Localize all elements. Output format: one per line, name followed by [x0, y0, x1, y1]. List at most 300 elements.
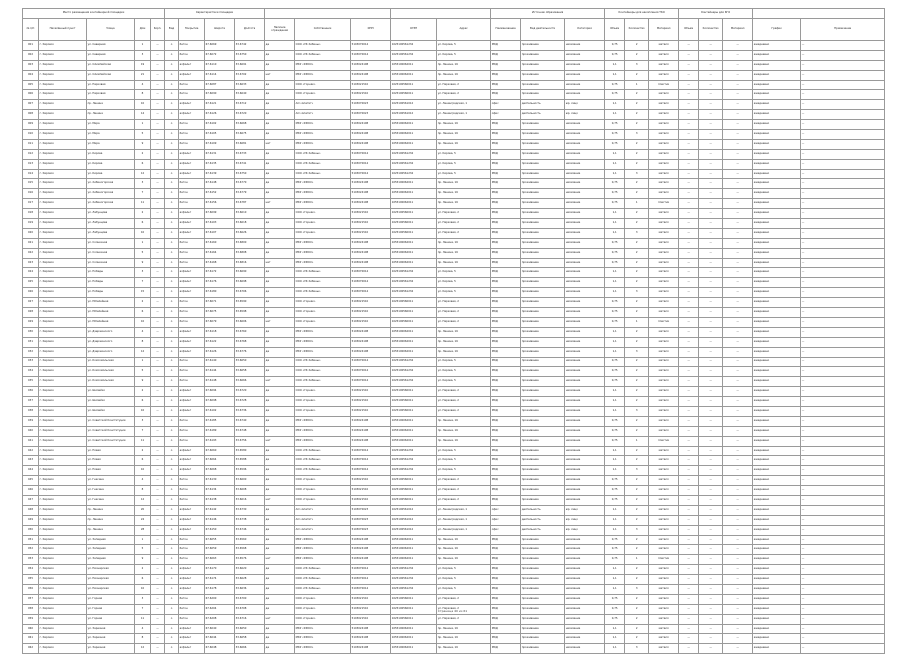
table-cell: ул. Кирова, 5 [437, 575, 491, 585]
table-cell: 015 [23, 179, 39, 189]
table-cell: 5103024108 [351, 248, 391, 258]
table-cell: — [679, 110, 699, 120]
table-cell: ул. Парковая, 2 [437, 604, 491, 614]
table-cell: 10 [135, 317, 151, 327]
table-cell: ООО «Горняк» [295, 397, 351, 407]
table-cell: — [679, 555, 699, 565]
table-cell: — [151, 387, 165, 397]
table-cell: 057 [23, 594, 39, 604]
table-cell: ежедневно [753, 495, 801, 505]
table-cell: население [565, 70, 605, 80]
table-cell: ежедневно [753, 50, 801, 60]
table-cell: проживание [521, 288, 565, 298]
table-cell: ул. Западная [87, 555, 135, 565]
table-cell: 1,1 [605, 70, 625, 80]
table-cell: металл [649, 377, 679, 387]
table-cell: 67.6122 [205, 337, 235, 347]
table-cell: — [723, 515, 753, 525]
table-cell: 5103024108 [351, 179, 391, 189]
table-cell: — [699, 308, 723, 318]
table-cell: 67.6139 [205, 169, 235, 179]
table-cell: металл [649, 169, 679, 179]
table-cell: население [565, 476, 605, 486]
table-cell: да [265, 298, 295, 308]
table-cell: 2 [625, 575, 649, 585]
table-cell: 33.6712 [235, 100, 265, 110]
table-cell: о [165, 90, 179, 100]
table-cell: — [801, 209, 885, 219]
table-cell: деятельность [521, 515, 565, 525]
table-cell: 33.6750 [235, 169, 265, 179]
table-cell: 024 [23, 268, 39, 278]
table-cell: 1,1 [605, 219, 625, 229]
table-cell: 2 [625, 90, 649, 100]
table-cell: проживание [521, 238, 565, 248]
table-cell: ООО «УК Хибины» [295, 456, 351, 466]
table-cell: 1055100062011 [391, 347, 437, 357]
table-cell: ООО «УК Хибины» [295, 159, 351, 169]
table-cell: металл [649, 209, 679, 219]
table-cell: МКД [491, 406, 521, 416]
table-cell: 2 [625, 565, 649, 575]
table-cell: 5103070014 [351, 575, 391, 585]
table-cell: 2 [625, 505, 649, 515]
table-cell: МКУ «УЖКХ» [295, 179, 351, 189]
table-cell: 33.6728 [235, 397, 265, 407]
table-cell: — [699, 327, 723, 337]
table-cell: о [165, 624, 179, 634]
table-cell: 33.6750 [235, 50, 265, 60]
table-cell: 2 [625, 308, 649, 318]
table-cell: 1,1 [605, 100, 625, 110]
table-cell: металл [649, 545, 679, 555]
table-cell: — [801, 614, 885, 624]
table-cell: да [265, 584, 295, 594]
table-row [23, 278, 885, 288]
table-cell: МКД [491, 624, 521, 634]
table-cell: металл [649, 397, 679, 407]
table-cell: бетон [179, 258, 205, 268]
table-cell: 33.6640 [235, 90, 265, 100]
table-cell: да [265, 476, 295, 486]
table-cell: металл [649, 594, 679, 604]
table-cell: — [801, 377, 885, 387]
table-cell: г. Кировск [39, 130, 87, 140]
table-cell: — [151, 219, 165, 229]
column-header: ИНН [351, 19, 391, 41]
table-cell: 002 [23, 50, 39, 60]
table-cell: асфальт [179, 268, 205, 278]
table-cell: 2 [135, 298, 151, 308]
table-cell: ул. Мира [87, 120, 135, 130]
table-cell: — [679, 565, 699, 575]
table-cell: МКД [491, 446, 521, 456]
table-cell: пластик [649, 436, 679, 446]
table-cell: 1055100062011 [391, 70, 437, 80]
table-cell: металл [649, 565, 679, 575]
table-cell: МКД [491, 219, 521, 229]
table-cell: г. Кировск [39, 70, 87, 80]
table-cell: 1025100561234 [391, 159, 437, 169]
table-cell: 67.6126 [205, 347, 235, 357]
table-cell: 67.6040 [205, 624, 235, 634]
table-cell: г. Кировск [39, 337, 87, 347]
table-cell: — [801, 604, 885, 614]
table-cell: — [699, 110, 723, 120]
table-cell: 33.6700 [235, 594, 265, 604]
table-cell: ООО «УК Хибины» [295, 466, 351, 476]
table-cell: — [699, 238, 723, 248]
table-cell: — [801, 426, 885, 436]
table-cell: — [679, 436, 699, 446]
table-row [23, 80, 885, 90]
table-cell: 5 [135, 248, 151, 258]
table-cell: ул. Комсомольская [87, 357, 135, 367]
table-cell: 038 [23, 406, 39, 416]
table-cell: МКД [491, 634, 521, 644]
table-cell: 33.6742 [235, 41, 265, 51]
table-cell: — [699, 90, 723, 100]
table-cell: да [265, 634, 295, 644]
table-cell: — [699, 446, 723, 456]
table-cell: 1,1 [605, 466, 625, 476]
table-cell: 1,1 [605, 60, 625, 70]
table-cell: население [565, 327, 605, 337]
table-cell: г. Кировск [39, 298, 87, 308]
table-cell: 1025100560011 [391, 209, 437, 219]
table-cell: — [723, 357, 753, 367]
table-cell: 67.6200 [205, 594, 235, 604]
table-cell: асфальт [179, 634, 205, 644]
table-cell: МКУ «УЖКХ» [295, 634, 351, 644]
table-cell: металл [649, 278, 679, 288]
table-cell: г. Кировск [39, 228, 87, 238]
table-cell: бетон [179, 298, 205, 308]
table-cell: 2 [625, 426, 649, 436]
table-cell: ежедневно [753, 60, 801, 70]
table-cell: МКД [491, 327, 521, 337]
table-cell: 5103070014 [351, 50, 391, 60]
table-cell: — [679, 80, 699, 90]
table-cell: 20 [135, 505, 151, 515]
table-cell: г. Кировск [39, 644, 87, 654]
column-header: Вид деятельности [521, 19, 565, 41]
table-cell: ул. Кирова, 5 [437, 288, 491, 298]
table-cell: 1,1 [605, 169, 625, 179]
column-header: Наименование [491, 19, 521, 41]
table-cell: — [801, 337, 885, 347]
table-cell: ежедневно [753, 446, 801, 456]
table-cell: 062 [23, 644, 39, 654]
table-cell: г. Кировск [39, 90, 87, 100]
table-cell: ежедневно [753, 476, 801, 486]
table-row [23, 634, 885, 644]
table-cell: — [801, 189, 885, 199]
table-cell: 056 [23, 584, 39, 594]
table-row [23, 149, 885, 159]
table-cell: ежедневно [753, 436, 801, 446]
table-cell: ул. Советской Конституции [87, 426, 135, 436]
table-cell: о [165, 80, 179, 90]
table-cell: население [565, 565, 605, 575]
table-cell: 3 [625, 644, 649, 654]
table-cell: ежедневно [753, 219, 801, 229]
table-cell: проживание [521, 60, 565, 70]
table-cell: МКУ «УЖКХ» [295, 555, 351, 565]
table-cell: — [723, 535, 753, 545]
table-cell: 1025100560011 [391, 298, 437, 308]
group-header [753, 9, 885, 19]
table-row [23, 575, 885, 585]
table-cell: проживание [521, 139, 565, 149]
table-cell: 33.6606 [235, 317, 265, 327]
table-cell: о [165, 466, 179, 476]
table-cell: асфальт [179, 288, 205, 298]
table-cell: 1025100560011 [391, 397, 437, 407]
table-cell: МКД [491, 288, 521, 298]
table-cell: 1055100062011 [391, 130, 437, 140]
table-cell: ежедневно [753, 535, 801, 545]
table-cell: — [699, 555, 723, 565]
table-cell: ООО «УК Хибины» [295, 169, 351, 179]
table-cell: о [165, 308, 179, 318]
table-cell: — [151, 298, 165, 308]
table-cell: да [265, 486, 295, 496]
table-cell: 33.6730 [235, 505, 265, 515]
table-cell: — [151, 110, 165, 120]
table-cell: МКУ «УЖКХ» [295, 238, 351, 248]
table-cell: 1 [135, 238, 151, 248]
table-cell: — [801, 367, 885, 377]
table-cell: — [723, 317, 753, 327]
table-cell: 4 [135, 80, 151, 90]
table-cell: 67.6193 [205, 436, 235, 446]
table-cell: 5103024108 [351, 258, 391, 268]
table-cell: 1025100561234 [391, 50, 437, 60]
table-cell: МКД [491, 179, 521, 189]
table-cell: ул. Солнечная [87, 248, 135, 258]
table-cell: — [723, 228, 753, 238]
table-cell: — [801, 130, 885, 140]
table-cell: г. Кировск [39, 179, 87, 189]
table-cell: 2 [625, 149, 649, 159]
table-cell: бетон [179, 357, 205, 367]
table-cell: 6 [135, 159, 151, 169]
table-cell: 5103024108 [351, 644, 391, 654]
table-row [23, 219, 885, 229]
column-header: Улица [87, 19, 135, 41]
table-cell: проживание [521, 535, 565, 545]
table-cell: население [565, 149, 605, 159]
table-row [23, 248, 885, 258]
table-cell: нет [265, 199, 295, 209]
table-cell: 5103070023 [351, 515, 391, 525]
table-cell: нет [265, 495, 295, 505]
table-cell: 5103024108 [351, 199, 391, 209]
group-header: Характеристики площадки [165, 9, 265, 19]
table-cell: бетон [179, 426, 205, 436]
table-cell: 33.6620 [235, 565, 265, 575]
table-cell: 33.6733 [235, 149, 265, 159]
table-cell: 047 [23, 495, 39, 505]
table-cell: население [565, 199, 605, 209]
table-cell: 1025100560011 [391, 90, 437, 100]
table-cell: — [679, 525, 699, 535]
table-cell: — [679, 466, 699, 476]
table-cell: ООО «Горняк» [295, 486, 351, 496]
table-cell: ежедневно [753, 120, 801, 130]
table-cell: асфальт [179, 565, 205, 575]
table-cell: 5103021510 [351, 209, 391, 219]
table-cell: — [699, 565, 723, 575]
table-cell: ежедневно [753, 248, 801, 258]
table-cell: ул. Ленинградская, 1 [437, 110, 491, 120]
table-cell: металл [649, 228, 679, 238]
table-cell: металл [649, 634, 679, 644]
table-cell: ежедневно [753, 614, 801, 624]
table-cell: асфальт [179, 406, 205, 416]
table-cell: 33.6770 [235, 179, 265, 189]
table-cell: — [723, 604, 753, 614]
table-cell: 67.6174 [205, 575, 235, 585]
table-cell: проживание [521, 495, 565, 505]
table-cell: 67.6160 [205, 238, 235, 248]
table-cell: 33.6668 [235, 120, 265, 130]
table-cell: — [151, 139, 165, 149]
table-cell: — [801, 80, 885, 90]
table-cell: 2 [625, 268, 649, 278]
table-cell: ул. Комсомольская [87, 367, 135, 377]
table-cell: 027 [23, 298, 39, 308]
column-header: Объем [605, 19, 625, 41]
table-cell: 33.6690 [235, 268, 265, 278]
table-cell: ООО «Горняк» [295, 476, 351, 486]
table-cell: 9 [135, 258, 151, 268]
table-cell: — [151, 357, 165, 367]
table-cell: г. Кировск [39, 50, 87, 60]
table-cell: ул. Парковая, 2 [437, 486, 491, 496]
table-cell: — [699, 80, 723, 90]
table-cell: — [679, 545, 699, 555]
table-cell: 67.6094 [205, 387, 235, 397]
table-cell: проживание [521, 614, 565, 624]
table-cell: 3 [625, 60, 649, 70]
table-cell: металл [649, 604, 679, 614]
table-cell: ежедневно [753, 41, 801, 51]
table-cell: пр. Ленина, 16 [437, 416, 491, 426]
table-cell: 5103070014 [351, 584, 391, 594]
table-cell: 012 [23, 149, 39, 159]
table-cell: о [165, 298, 179, 308]
table-cell: пр. Ленина, 16 [437, 179, 491, 189]
table-cell: — [151, 614, 165, 624]
table-cell: ООО «Горняк» [295, 228, 351, 238]
table-cell: население [565, 644, 605, 654]
table-cell: — [679, 238, 699, 248]
table-cell: — [151, 199, 165, 209]
table-cell: 1025100561234 [391, 446, 437, 456]
table-cell: — [723, 505, 753, 515]
table-cell: 2 [625, 416, 649, 426]
table-cell: асфальт [179, 397, 205, 407]
table-cell: г. Кировск [39, 120, 87, 130]
table-cell: — [723, 288, 753, 298]
table-cell: — [723, 199, 753, 209]
column-header: Долгота [235, 19, 265, 41]
table-cell: 2 [135, 387, 151, 397]
table-cell: проживание [521, 416, 565, 426]
table-cell: 67.6176 [205, 278, 235, 288]
table-cell: пр. Ленина, 16 [437, 248, 491, 258]
table-cell: 3 [625, 288, 649, 298]
table-cell: 1055100062011 [391, 199, 437, 209]
table-cell: 0,75 [605, 248, 625, 258]
table-cell: ул. Лабунцова [87, 228, 135, 238]
table-cell: МКД [491, 565, 521, 575]
table-cell: о [165, 416, 179, 426]
table-cell: — [723, 120, 753, 130]
table-cell: пластик [649, 317, 679, 327]
table-cell: МКУ «УЖКХ» [295, 337, 351, 347]
table-cell: — [801, 139, 885, 149]
table-cell: — [699, 228, 723, 238]
table-cell: 67.6118 [205, 327, 235, 337]
table-cell: ежедневно [753, 377, 801, 387]
table-cell: ул. Дзержинского [87, 327, 135, 337]
table-cell: металл [649, 486, 679, 496]
table-cell: — [801, 278, 885, 288]
table-cell: 33.6681 [235, 139, 265, 149]
table-cell: — [699, 367, 723, 377]
table-cell: 0,75 [605, 139, 625, 149]
container-sites-table [22, 8, 885, 654]
table-cell: асфальт [179, 525, 205, 535]
table-row [23, 209, 885, 219]
table-cell: о [165, 327, 179, 337]
table-cell: 021 [23, 238, 39, 248]
table-cell: проживание [521, 594, 565, 604]
table-cell: г. Кировск [39, 525, 87, 535]
table-cell: 5103024108 [351, 426, 391, 436]
table-cell: проживание [521, 317, 565, 327]
table-cell: юр. лицо [565, 525, 605, 535]
table-cell: ул. Парковая, 2 [437, 308, 491, 318]
table-cell: да [265, 100, 295, 110]
table-cell: 2 [625, 70, 649, 80]
table-cell: 9 [135, 139, 151, 149]
table-cell: 5103021510 [351, 219, 391, 229]
table-cell: ул. Парковая, 2 [437, 80, 491, 90]
table-cell: 10 [135, 466, 151, 476]
table-cell: о [165, 110, 179, 120]
table-cell: о [165, 70, 179, 80]
table-cell: 0,75 [605, 179, 625, 189]
table-cell: — [151, 268, 165, 278]
table-cell: 2 [625, 357, 649, 367]
table-cell: пластик [649, 555, 679, 565]
table-cell: ежедневно [753, 80, 801, 90]
table-cell: 67.6168 [205, 258, 235, 268]
table-cell: 1 [625, 436, 649, 446]
table-cell: — [801, 159, 885, 169]
table-cell: 1055100062011 [391, 416, 437, 426]
table-cell: г. Кировск [39, 426, 87, 436]
table-cell: 003 [23, 60, 39, 70]
table-cell: ежедневно [753, 268, 801, 278]
table-cell: 2 [625, 159, 649, 169]
table-cell: ул. Хибиногорская [87, 189, 135, 199]
table-cell: г. Кировск [39, 505, 87, 515]
